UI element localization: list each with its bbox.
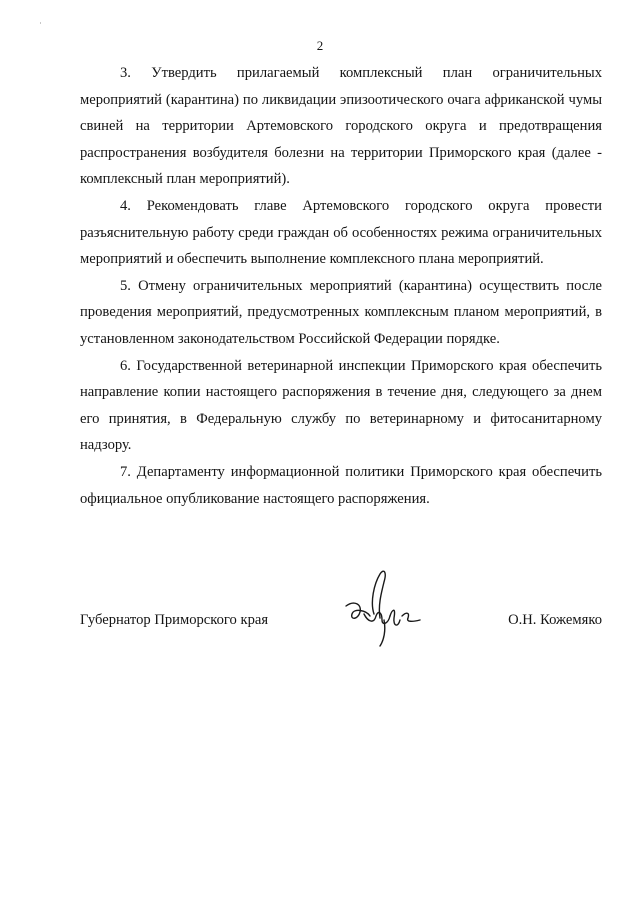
paragraph-3: 3. Утвердить прилагаемый комплексный план ограничительных мероприятий (карантина) по ликвидации эпизоотического очага африканской чумы свиней на территории Артемовского городского округа и предотвращения распространения возбудителя болезни на территории Приморского края (далее - комплексный план мероприятий).: [80, 65, 602, 188]
signer-name: О.Н. Кожемяко: [508, 612, 602, 628]
paragraph-4: 4. Рекомендовать главе Артемовского городского округа провести разъяснительную работу среди граждан об особенностях режима ограничительных мероприятий и обеспечить выполнение комплексного плана мероприятий.: [80, 197, 602, 268]
paragraph-7: 7. Департаменту информационной политики Приморского края обеспечить официальное опубликование настоящего распоряжения.: [80, 463, 602, 507]
paragraph-6: 6. Государственной ветеринарной инспекции Приморского края обеспечить направление копии настоящего распоряжения в течение дня, следующего за днем его принятия, в Федеральную службу по ветеринарному и фитосанитарному надзору.: [80, 357, 602, 454]
document-body: [80, 60, 602, 512]
handwritten-signature: [340, 566, 430, 648]
signer-title: Губернатор Приморского края: [80, 612, 269, 628]
page-number: 2: [316, 38, 324, 53]
paragraph-5: 5. Отмену ограничительных мероприятий (карантина) осуществить после проведения мероприятий, предусмотренных комплексным планом мероприятий, в установленном законодательством Российской Федерации порядке.: [80, 277, 602, 347]
scan-speck: [40, 22, 41, 24]
